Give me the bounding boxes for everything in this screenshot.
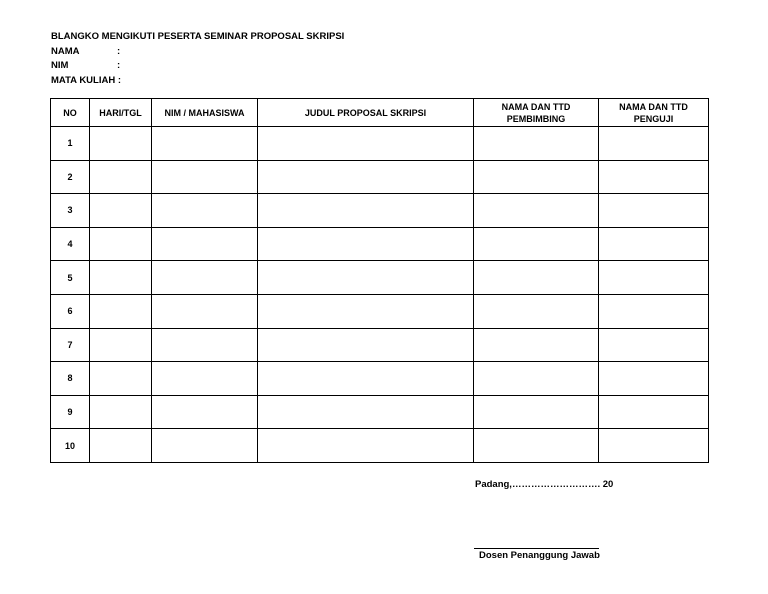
cell-hari-tgl[interactable] — [90, 227, 152, 261]
field-nim-label: NIM — [51, 60, 69, 71]
cell-hari-tgl[interactable] — [90, 294, 152, 328]
cell-judul[interactable] — [258, 227, 474, 261]
cell-hari-tgl[interactable] — [90, 194, 152, 228]
cell-hari-tgl[interactable] — [90, 328, 152, 362]
table-header-row — [51, 99, 709, 127]
place-date-line: Padang,………………………. 20 — [475, 479, 614, 490]
cell-nim-mahasiswa[interactable] — [152, 160, 258, 194]
cell-pembimbing[interactable] — [474, 127, 599, 161]
cell-pembimbing[interactable] — [474, 395, 599, 429]
cell-penguji[interactable] — [599, 395, 709, 429]
col-header-penguji: NAMA DAN TTD PENGUJI — [599, 99, 709, 127]
cell-penguji[interactable] — [599, 127, 709, 161]
cell-penguji[interactable] — [599, 362, 709, 396]
cell-no: 8 — [51, 362, 90, 396]
cell-no: 3 — [51, 194, 90, 228]
table-row — [51, 362, 709, 396]
cell-penguji[interactable] — [599, 429, 709, 463]
cell-pembimbing[interactable] — [474, 294, 599, 328]
cell-pembimbing[interactable] — [474, 328, 599, 362]
cell-nim-mahasiswa[interactable] — [152, 127, 258, 161]
table-row — [51, 127, 709, 161]
cell-penguji[interactable] — [599, 294, 709, 328]
cell-no: 2 — [51, 160, 90, 194]
cell-no: 4 — [51, 227, 90, 261]
cell-pembimbing[interactable] — [474, 160, 599, 194]
cell-penguji[interactable] — [599, 261, 709, 295]
cell-judul[interactable] — [258, 362, 474, 396]
signature-title: Dosen Penanggung Jawab — [479, 550, 600, 561]
col-header-nim-mahasiswa: NIM / MAHASISWA — [152, 99, 258, 127]
cell-judul[interactable] — [258, 261, 474, 295]
field-nim — [51, 59, 344, 74]
cell-hari-tgl[interactable] — [90, 395, 152, 429]
cell-judul[interactable] — [258, 127, 474, 161]
table-row — [51, 261, 709, 295]
table-row — [51, 294, 709, 328]
cell-nim-mahasiswa[interactable] — [152, 328, 258, 362]
cell-judul[interactable] — [258, 429, 474, 463]
field-mata-kuliah — [51, 74, 344, 89]
cell-pembimbing[interactable] — [474, 227, 599, 261]
field-nama — [51, 45, 344, 60]
form-header — [51, 30, 344, 88]
table-row — [51, 328, 709, 362]
cell-penguji[interactable] — [599, 194, 709, 228]
col-header-no: NO — [51, 99, 90, 127]
cell-hari-tgl[interactable] — [90, 261, 152, 295]
cell-judul[interactable] — [258, 160, 474, 194]
table-row — [51, 194, 709, 228]
signature-line — [474, 548, 599, 549]
cell-no: 1 — [51, 127, 90, 161]
cell-nim-mahasiswa[interactable] — [152, 294, 258, 328]
cell-nim-mahasiswa[interactable] — [152, 194, 258, 228]
field-nama-label: NAMA — [51, 45, 80, 57]
col-header-hari-tgl: HARI/TGL — [90, 99, 152, 127]
cell-nim-mahasiswa[interactable] — [152, 227, 258, 261]
cell-hari-tgl[interactable] — [90, 127, 152, 161]
cell-judul[interactable] — [258, 328, 474, 362]
table-row — [51, 395, 709, 429]
cell-hari-tgl[interactable] — [90, 429, 152, 463]
cell-no: 9 — [51, 395, 90, 429]
cell-hari-tgl[interactable] — [90, 160, 152, 194]
cell-no: 10 — [51, 429, 90, 463]
cell-judul[interactable] — [258, 395, 474, 429]
cell-hari-tgl[interactable] — [90, 362, 152, 396]
col-header-judul: JUDUL PROPOSAL SKRIPSI — [258, 99, 474, 127]
cell-pembimbing[interactable] — [474, 362, 599, 396]
cell-pembimbing[interactable] — [474, 194, 599, 228]
cell-nim-mahasiswa[interactable] — [152, 429, 258, 463]
cell-penguji[interactable] — [599, 160, 709, 194]
cell-no: 5 — [51, 261, 90, 295]
cell-nim-mahasiswa[interactable] — [152, 362, 258, 396]
table-row — [51, 227, 709, 261]
cell-nim-mahasiswa[interactable] — [152, 395, 258, 429]
field-nim-colon: : — [117, 60, 121, 71]
cell-judul[interactable] — [258, 194, 474, 228]
cell-penguji[interactable] — [599, 227, 709, 261]
cell-pembimbing[interactable] — [474, 261, 599, 295]
cell-judul[interactable] — [258, 294, 474, 328]
table-row — [51, 160, 709, 194]
field-mata-kuliah-label: MATA KULIAH : — [51, 74, 122, 86]
form-title: BLANGKO MENGIKUTI PESERTA SEMINAR PROPOSAL SKRIPSI — [51, 31, 345, 42]
field-nama-colon: : — [117, 45, 121, 57]
table-row — [51, 429, 709, 463]
cell-no: 6 — [51, 294, 90, 328]
attendance-table — [50, 98, 709, 463]
cell-pembimbing[interactable] — [474, 429, 599, 463]
col-header-pembimbing: NAMA DAN TTD PEMBIMBING — [474, 99, 599, 127]
cell-penguji[interactable] — [599, 328, 709, 362]
cell-nim-mahasiswa[interactable] — [152, 261, 258, 295]
cell-no: 7 — [51, 328, 90, 362]
